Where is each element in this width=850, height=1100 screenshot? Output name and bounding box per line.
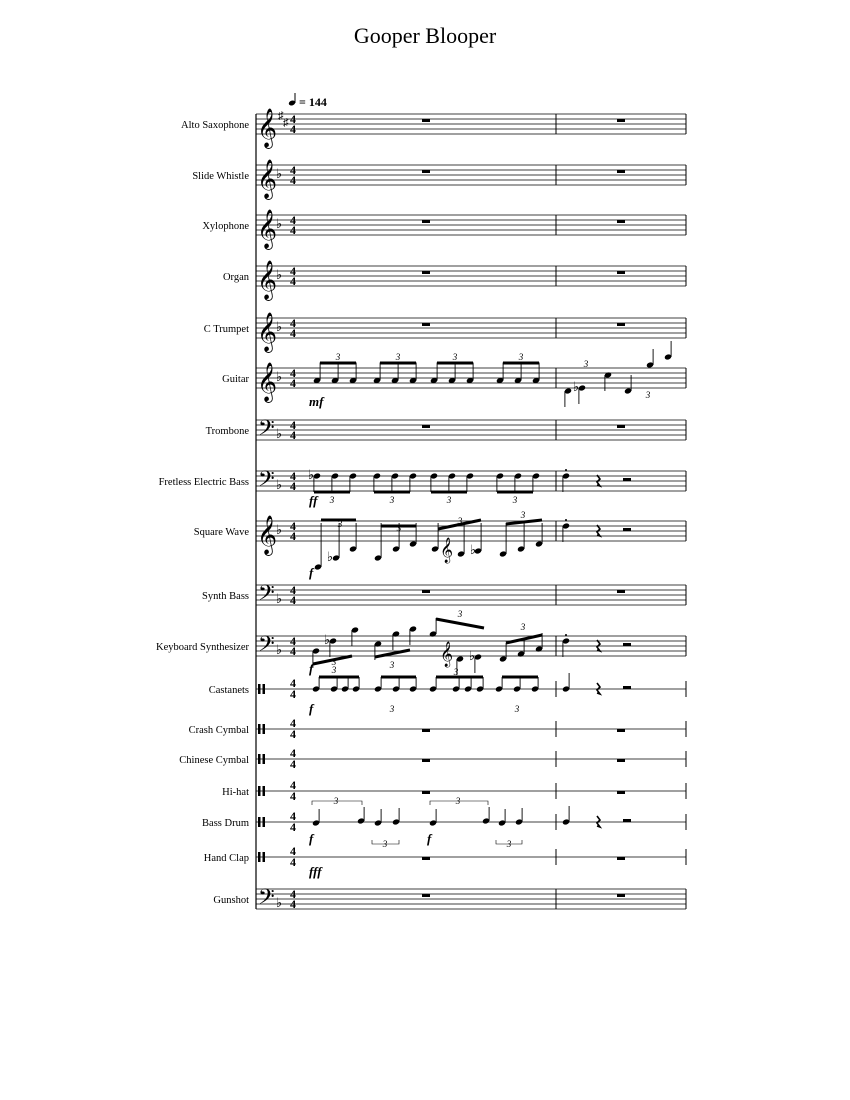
percussion-clef-icon (263, 852, 266, 862)
tuplet-number: 3 (514, 704, 520, 714)
tuplet-number: 3 (389, 704, 395, 714)
staff-hi-hat (222, 778, 686, 803)
percussion-clef-icon (258, 817, 261, 827)
whole-rest-icon (617, 759, 625, 762)
whole-rest-icon (422, 759, 430, 762)
staff-c-trumpet (204, 312, 686, 353)
percussion-clef-icon (258, 754, 261, 764)
instrument-label: Xylophone (202, 221, 249, 232)
tuplet-number: 3 (457, 516, 463, 526)
whole-rest-icon (422, 791, 430, 794)
time-signature-top: 4 (290, 316, 296, 330)
dynamic-marking: mf (309, 394, 324, 409)
staff-xylophone (202, 209, 686, 250)
dynamic-marking: f (309, 831, 314, 846)
beam (436, 619, 484, 628)
time-signature-bottom: 4 (290, 428, 296, 442)
flat-icon: ♭ (307, 467, 315, 482)
percussion-clef-icon (258, 852, 261, 862)
dynamic-marking: f (427, 831, 432, 846)
time-signature-bottom: 4 (290, 529, 296, 543)
bass-clef-icon: 𝄢 (258, 885, 275, 915)
flat-icon: ♭ (275, 477, 283, 492)
time-signature-bottom: 4 (290, 223, 296, 237)
flat-icon: ♭ (468, 648, 476, 663)
time-signature-bottom: 4 (290, 326, 296, 340)
time-signature-top: 4 (290, 264, 296, 278)
bass-clef-icon: 𝄢 (258, 632, 275, 662)
flat-icon: ♭ (275, 267, 283, 282)
bass-clef-icon: 𝄢 (258, 467, 275, 497)
whole-rest-icon (617, 894, 625, 897)
whole-rest-icon (617, 323, 625, 326)
whole-rest-icon (617, 220, 625, 223)
tuplet-number: 3 (331, 657, 337, 667)
flat-icon: ♭ (275, 216, 283, 231)
tuplet-number: 3 (389, 660, 395, 670)
time-signature-top: 4 (290, 213, 296, 227)
instrument-label: Square Wave (193, 527, 249, 538)
treble-clef-icon: 𝄞 (440, 642, 454, 667)
instrument-label: Synth Bass (202, 591, 249, 602)
time-signature-bottom: 4 (290, 820, 296, 834)
beam (506, 520, 542, 524)
time-signature-top: 4 (290, 746, 296, 760)
time-signature-top: 4 (290, 634, 296, 648)
percussion-clef-icon (258, 786, 261, 796)
treble-clef-icon: 𝄞 (257, 362, 278, 402)
time-signature-top: 4 (290, 716, 296, 730)
whole-rest-icon (422, 894, 430, 897)
dynamic-marking: f (309, 565, 314, 580)
staff-alto-saxophone (181, 108, 686, 149)
treble-clef-icon: 𝄞 (257, 312, 278, 352)
instrument-label: Trombone (205, 426, 249, 437)
time-signature-top: 4 (290, 778, 296, 792)
time-signature-top: 4 (290, 583, 296, 597)
instrument-label: Castanets (208, 685, 249, 696)
tuplet-number: 3 (506, 839, 512, 849)
staff-fretless-electric-bass (159, 467, 686, 508)
instrument-label: Fretless Electric Bass (158, 477, 249, 488)
flat-icon: ♭ (323, 632, 331, 647)
tuplet-number: 3 (329, 495, 335, 505)
tuplet-number: 3 (331, 665, 337, 675)
tempo-text: = 144 (299, 95, 327, 109)
percussion-clef-icon (263, 754, 266, 764)
instrument-label: Crash Cymbal (188, 725, 249, 736)
instrument-label: Bass Drum (202, 818, 249, 829)
instrument-label: Slide Whistle (192, 171, 249, 182)
dynamic-marking: f (309, 661, 314, 676)
time-signature-top: 4 (290, 887, 296, 901)
tuplet-number: 3 (395, 352, 401, 362)
flat-icon: ♭ (275, 319, 283, 334)
treble-clef-icon: 𝄞 (257, 108, 278, 148)
instrument-label: Organ (222, 272, 249, 283)
percussion-clef-icon (263, 786, 266, 796)
tuplet-number: 3 (512, 495, 518, 505)
instrument-label: Keyboard Synthesizer (155, 642, 249, 653)
dynamic-marking: f (309, 701, 314, 716)
staccato-dot (565, 634, 567, 636)
instrument-label: Gunshot (213, 895, 249, 906)
treble-clef-icon: 𝄞 (257, 159, 278, 199)
time-signature-top: 4 (290, 163, 296, 177)
dynamic-marking: ff (309, 493, 318, 508)
time-signature-bottom: 4 (290, 855, 296, 869)
time-signature-top: 4 (290, 676, 296, 690)
staccato-dot (565, 469, 567, 471)
flat-icon: ♭ (275, 369, 283, 384)
staff-synth-bass (202, 581, 686, 611)
time-signature-top: 4 (290, 112, 296, 126)
staff-bass-drum (202, 796, 686, 849)
half-rest-icon (623, 478, 631, 481)
percussion-clef-icon (263, 724, 266, 734)
flat-icon: ♭ (275, 591, 283, 606)
staff-gunshot (213, 885, 686, 915)
quarter-rest-icon (597, 475, 600, 486)
whole-rest-icon (422, 271, 430, 274)
quarter-rest-icon (597, 525, 600, 536)
staff-hand-clap (204, 844, 686, 879)
time-signature-top: 4 (290, 469, 296, 483)
tuplet-number: 3 (382, 839, 388, 849)
whole-rest-icon (617, 729, 625, 732)
time-signature-bottom: 4 (290, 757, 296, 771)
time-signature-bottom: 4 (290, 122, 296, 136)
time-signature-bottom: 4 (290, 897, 296, 911)
time-signature-bottom: 4 (290, 173, 296, 187)
quarter-rest-icon (597, 640, 600, 651)
tuplet-number: 3 (335, 352, 341, 362)
tuplet-number: 3 (455, 796, 461, 806)
whole-rest-icon (422, 729, 430, 732)
whole-rest-icon (617, 119, 625, 122)
flat-icon: ♭ (275, 166, 283, 181)
whole-rest-icon (422, 425, 430, 428)
quarter-rest-icon (597, 816, 600, 827)
treble-clef-icon: 𝄞 (440, 538, 454, 563)
time-signature-bottom: 4 (290, 727, 296, 741)
whole-rest-icon (422, 857, 430, 860)
treble-clef-icon: 𝄞 (257, 260, 278, 300)
tuplet-number: 3 (520, 622, 526, 632)
treble-clef-icon: 𝄞 (257, 515, 278, 555)
score-title: Gooper Blooper (353, 23, 497, 48)
whole-rest-icon (617, 791, 625, 794)
tuplet-number: 3 (453, 667, 459, 677)
instrument-label: Guitar (222, 374, 249, 385)
sharp-icon: ♯ (278, 110, 284, 122)
whole-rest-icon (422, 170, 430, 173)
percussion-clef-icon (263, 684, 266, 694)
percussion-clef-icon (263, 817, 266, 827)
time-signature-top: 4 (290, 809, 296, 823)
whole-rest-icon (422, 323, 430, 326)
tuplet-number: 3 (520, 510, 526, 520)
instrument-label: Alto Saxophone (181, 120, 249, 131)
tuplet-number: 3 (446, 495, 452, 505)
flat-icon: ♭ (572, 379, 580, 394)
tuplet-number: 3 (389, 495, 395, 505)
tuplet-number: 3 (396, 523, 402, 533)
flat-icon: ♭ (469, 542, 477, 557)
staff-keyboard-synthesizer (156, 609, 686, 676)
half-rest-icon (623, 819, 631, 822)
whole-rest-icon (422, 590, 430, 593)
tuplet-number: 3 (452, 352, 458, 362)
flat-icon: ♭ (275, 895, 283, 910)
staff-square-wave (194, 510, 686, 580)
time-signature-bottom: 4 (290, 789, 296, 803)
whole-rest-icon (422, 220, 430, 223)
treble-clef-icon: 𝄞 (257, 209, 278, 249)
time-signature-bottom: 4 (290, 376, 296, 390)
instrument-label: Hi-hat (222, 787, 249, 798)
tuplet-number: 3 (337, 519, 343, 529)
half-rest-icon (623, 528, 631, 531)
staff-guitar (222, 341, 686, 409)
half-rest-icon (623, 686, 631, 689)
tuplet-number: 3 (333, 796, 339, 806)
staff-slide-whistle (192, 159, 686, 200)
tuplet-number: 3 (518, 352, 524, 362)
whole-rest-icon (617, 170, 625, 173)
tuplet-number: 3 (583, 359, 589, 369)
instrument-label: Hand Clap (203, 853, 249, 864)
bass-clef-icon: 𝄢 (258, 581, 275, 611)
flat-icon: ♭ (326, 549, 334, 564)
staccato-dot (565, 519, 567, 521)
time-signature-top: 4 (290, 519, 296, 533)
time-signature-bottom: 4 (290, 593, 296, 607)
flat-icon: ♭ (275, 426, 283, 441)
whole-rest-icon (617, 590, 625, 593)
percussion-clef-icon (258, 724, 261, 734)
dynamic-marking: fff (309, 864, 322, 879)
time-signature-top: 4 (290, 418, 296, 432)
tuplet-number: 3 (457, 609, 463, 619)
staff-chinese-cymbal (179, 746, 686, 771)
bass-clef-icon: 𝄢 (258, 416, 275, 446)
staff-organ (223, 260, 686, 301)
tempo-marking (288, 93, 327, 109)
staff-crash-cymbal (189, 716, 686, 741)
time-signature-bottom: 4 (290, 479, 296, 493)
instrument-label: C Trumpet (203, 324, 249, 335)
half-rest-icon (623, 643, 631, 646)
time-signature-bottom: 4 (290, 274, 296, 288)
flat-icon: ♭ (275, 642, 283, 657)
whole-rest-icon (617, 857, 625, 860)
sharp-icon: ♯ (283, 117, 289, 129)
quarter-rest-icon (597, 683, 600, 694)
quarter-note-icon (288, 93, 296, 106)
time-signature-bottom: 4 (290, 644, 296, 658)
time-signature-top: 4 (290, 366, 296, 380)
flat-icon: ♭ (275, 522, 283, 537)
instrument-label: Chinese Cymbal (179, 755, 249, 766)
whole-rest-icon (617, 425, 625, 428)
whole-rest-icon (422, 119, 430, 122)
time-signature-bottom: 4 (290, 687, 296, 701)
time-signature-top: 4 (290, 844, 296, 858)
percussion-clef-icon (258, 684, 261, 694)
staff-trombone (206, 416, 686, 446)
tuplet-number: 3 (645, 390, 651, 400)
whole-rest-icon (617, 271, 625, 274)
